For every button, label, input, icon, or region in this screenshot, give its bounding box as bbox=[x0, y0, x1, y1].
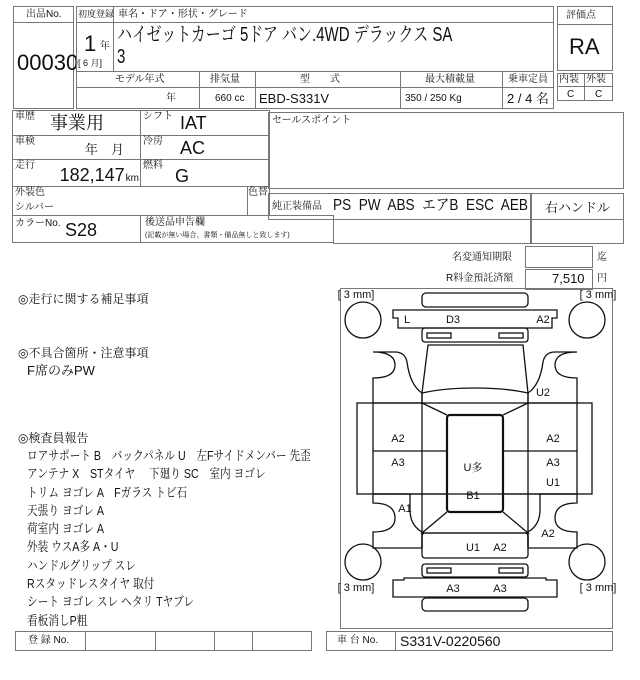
rear-bumper bbox=[393, 578, 557, 597]
year-unit: 年 bbox=[100, 41, 110, 52]
damage-mark: A2 bbox=[493, 542, 507, 554]
damage-mark: U1 bbox=[545, 477, 561, 489]
first-reg-month: [ 6 月] bbox=[78, 58, 103, 68]
damage-mark: D3 bbox=[445, 314, 461, 326]
reg-cell bbox=[85, 631, 156, 651]
model-type: EBD-S331V bbox=[259, 91, 330, 106]
model-year-value: 年 bbox=[166, 93, 176, 104]
exterior-label: 外装 bbox=[586, 74, 606, 85]
inspector-report-title: ◎検査員報告 bbox=[18, 431, 89, 445]
inspector-line: 荷室内 ヨゴレ A bbox=[27, 521, 105, 537]
wheel-rear-right-icon bbox=[569, 544, 605, 580]
front-bumper bbox=[393, 310, 557, 328]
damage-mark: L bbox=[403, 314, 411, 326]
reg-cell bbox=[214, 631, 253, 651]
capacity-label: 乗車定員 bbox=[508, 74, 548, 85]
chassis-number-label: 車 台 No. bbox=[337, 635, 379, 646]
name-change-label: 名変通知期限 bbox=[452, 252, 512, 263]
grade-score: RA bbox=[569, 34, 600, 59]
registration-number-label: 登 録 No. bbox=[28, 635, 70, 646]
front-bumper-top bbox=[422, 293, 528, 307]
lot-number: 00030 bbox=[17, 50, 79, 75]
damage-mark: A2 bbox=[391, 433, 405, 445]
color-no-label: カラーNo. bbox=[15, 218, 61, 229]
recycle-fee: 7,510 bbox=[552, 271, 585, 286]
recycle-fee-unit: 円 bbox=[597, 273, 607, 284]
interior-grade: C bbox=[567, 89, 575, 100]
damage-mark: A2 bbox=[536, 314, 550, 326]
fuel: G bbox=[175, 166, 190, 186]
equipment: PS PW ABS エアB ESC AEB bbox=[333, 197, 529, 214]
followup-note: (記載が無い場合、書類・備品無しと致します) bbox=[145, 232, 290, 239]
inspector-line: Rスタッドレスタイヤ 取付 bbox=[27, 576, 155, 592]
vehicle-name-line1: ハイゼットカーゴ 5ドア バン.4WD デラックス SA bbox=[117, 24, 453, 46]
displacement: 660 cc bbox=[215, 93, 245, 104]
damage-mark: U多 bbox=[463, 462, 483, 474]
fender-front-left bbox=[373, 352, 422, 403]
grade-label: 評価点 bbox=[566, 10, 596, 21]
wheel-rear-left-icon bbox=[345, 544, 381, 580]
damage-mark: A2 bbox=[541, 528, 555, 540]
inspector-line: ロアサポート B バックパネル U 左Fサイドメンバー 先歪 bbox=[27, 448, 311, 463]
mileage-unit: km bbox=[125, 173, 139, 184]
capacity: 2 / 4 名 bbox=[507, 91, 549, 106]
first-reg-year: 1 bbox=[84, 31, 97, 56]
damage-mark: A3 bbox=[391, 457, 405, 469]
air-conditioning: AC bbox=[180, 138, 206, 158]
defects-title: ◎不具合箇所・注意事項 bbox=[18, 346, 149, 360]
wheel-front-left-icon bbox=[345, 302, 381, 338]
interior-label: 内装 bbox=[559, 74, 579, 85]
color-change-label: 色替 bbox=[248, 187, 268, 198]
lot-number-label: 出品No. bbox=[26, 9, 62, 20]
tread-front-right: [ 3 mm] bbox=[579, 289, 617, 301]
history: 事業用 bbox=[50, 113, 104, 133]
fuel-label: 燃料 bbox=[143, 160, 163, 171]
exterior-color: シルバー bbox=[15, 202, 55, 213]
tread-rear-left: [ 3 mm] bbox=[337, 582, 375, 594]
followup-label: 後送品申告欄 bbox=[145, 217, 205, 228]
history-label: 車歴 bbox=[15, 111, 35, 122]
steering: 右ハンドル bbox=[545, 200, 611, 215]
damage-mark: A1 bbox=[398, 503, 412, 515]
type-label: 型 式 bbox=[300, 74, 340, 85]
damage-mark: U1 bbox=[465, 542, 481, 554]
color-label: 外装色 bbox=[15, 187, 45, 198]
windshield bbox=[422, 345, 528, 393]
model-year-label: モデル年式 bbox=[115, 74, 165, 85]
recycle-fee-label: R料金預託済額 bbox=[446, 273, 514, 284]
inspection: 年 月 bbox=[85, 142, 125, 157]
shift-label: シフト bbox=[143, 111, 173, 122]
mileage: 182,147 bbox=[59, 165, 125, 185]
chassis-number: S331V-0220560 bbox=[400, 633, 501, 649]
tread-rear-right: [ 3 mm] bbox=[579, 582, 617, 594]
inspector-line: 天張り ヨゴレ A bbox=[27, 502, 105, 518]
inspection-label: 車検 bbox=[15, 136, 35, 147]
damage-mark: B1 bbox=[466, 490, 480, 502]
shift: IAT bbox=[180, 113, 207, 133]
inspector-line: ハンドルグリップ スレ bbox=[27, 557, 136, 573]
name-change-suffix: 迄 bbox=[597, 252, 607, 263]
damage-mark: A3 bbox=[446, 583, 460, 595]
color-no: S28 bbox=[65, 220, 98, 240]
exterior-grade: C bbox=[595, 89, 603, 100]
mileage-label: 走行 bbox=[15, 160, 35, 171]
inspector-line: アンテナ X STタイヤ 下廻り SC 室内 ヨゴレ bbox=[27, 466, 266, 482]
wheel-front-right-icon bbox=[569, 302, 605, 338]
vehicle-name-line2: 3 bbox=[117, 46, 126, 68]
first-reg-label: 初度登録 bbox=[78, 9, 115, 19]
max-load-label: 最大積載量 bbox=[425, 74, 475, 85]
damage-mark: A2 bbox=[546, 433, 560, 445]
displacement-label: 排気量 bbox=[210, 74, 240, 85]
defect-item: F席のみPW bbox=[27, 363, 95, 378]
sales-point-label: セールスポイント bbox=[272, 115, 352, 126]
name-label: 車名・ドア・形状・グレード bbox=[118, 9, 248, 20]
rear-bumper-bottom bbox=[422, 598, 528, 611]
driving-notes-title: ◎走行に関する補足事項 bbox=[18, 292, 149, 306]
rear-garnish bbox=[422, 564, 528, 577]
reg-cell bbox=[155, 631, 215, 651]
grille bbox=[422, 328, 528, 342]
inspector-line: シート ヨゴレ スレ ヘタリ Tヤブレ bbox=[27, 594, 195, 610]
equipment-label: 純正装備品 bbox=[272, 201, 322, 212]
damage-mark: A3 bbox=[546, 457, 560, 469]
damage-mark: U2 bbox=[535, 387, 551, 399]
max-load: 350 / 250 Kg bbox=[405, 93, 462, 104]
tread-front-left: [ 3 mm] bbox=[337, 289, 375, 301]
damage-mark: A3 bbox=[493, 583, 507, 595]
inspector-line: 看板消しP粗 bbox=[27, 612, 88, 628]
inspector-line: トリム ヨゴレ A Fガラス トビ石 bbox=[27, 484, 188, 500]
ac-label: 冷房 bbox=[143, 136, 163, 147]
inspector-line: 外装 ウスA多 A・U bbox=[27, 539, 119, 555]
rear-window bbox=[422, 512, 528, 533]
